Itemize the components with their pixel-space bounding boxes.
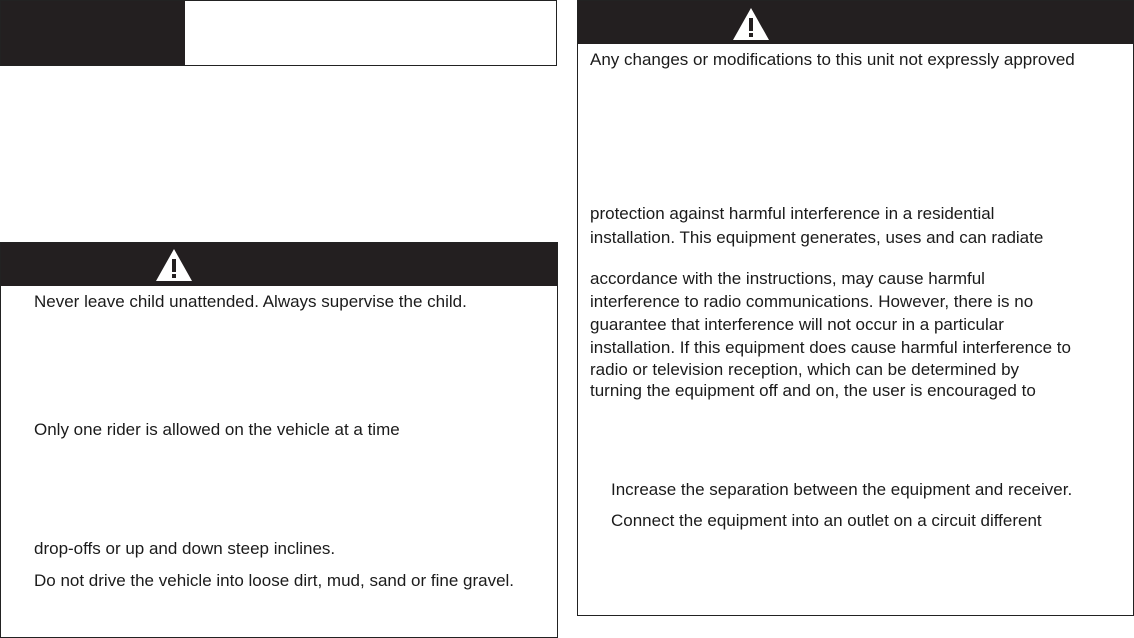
spec-label-cell <box>1 1 185 33</box>
warning-header-bar <box>578 1 1133 44</box>
warning-line: installation. If this equipment does cause harmful interference to <box>590 338 1071 357</box>
warning-line: turning the equipment off and on, the user is encouraged to <box>590 381 1036 400</box>
warning-line: Only one rider is allowed on the vehicle at a time <box>34 420 400 439</box>
warning-line: Any changes or modifications to this unit not expressly approved <box>590 50 1075 69</box>
warning-line: Never leave child unattended. Always supervise the child. <box>34 292 467 311</box>
spec-value-cell <box>185 33 556 65</box>
spec-table <box>0 0 557 66</box>
warning-line: radio or television reception, which can be determined by <box>590 360 1020 379</box>
warning-header-bar <box>1 243 557 286</box>
warning-line: protection against harmful interference in a residential <box>590 204 995 223</box>
warning-line: accordance with the instructions, may cause harmful <box>590 269 985 288</box>
warning-line: Do not drive the vehicle into loose dirt, mud, sand or fine gravel. <box>34 571 515 590</box>
warning-line: installation. This equipment generates, uses and can radiate <box>590 228 1044 247</box>
warning-line: guarantee that interference will not occur in a particular <box>590 315 1004 334</box>
warning-line: interference to radio communications. However, there is no <box>590 292 1034 311</box>
warning-triangle-icon <box>155 248 193 282</box>
spec-row <box>1 33 556 65</box>
spec-row <box>1 1 556 34</box>
warning-triangle-icon <box>732 7 770 41</box>
warning-line: drop-offs or up and down steep inclines. <box>34 539 336 558</box>
spec-value-cell <box>185 1 556 33</box>
bullet-line: Increase the separation between the equipment and receiver. <box>611 480 1073 499</box>
spec-label-cell <box>1 33 185 65</box>
bullet-line: Connect the equipment into an outlet on a circuit different <box>611 511 1042 530</box>
